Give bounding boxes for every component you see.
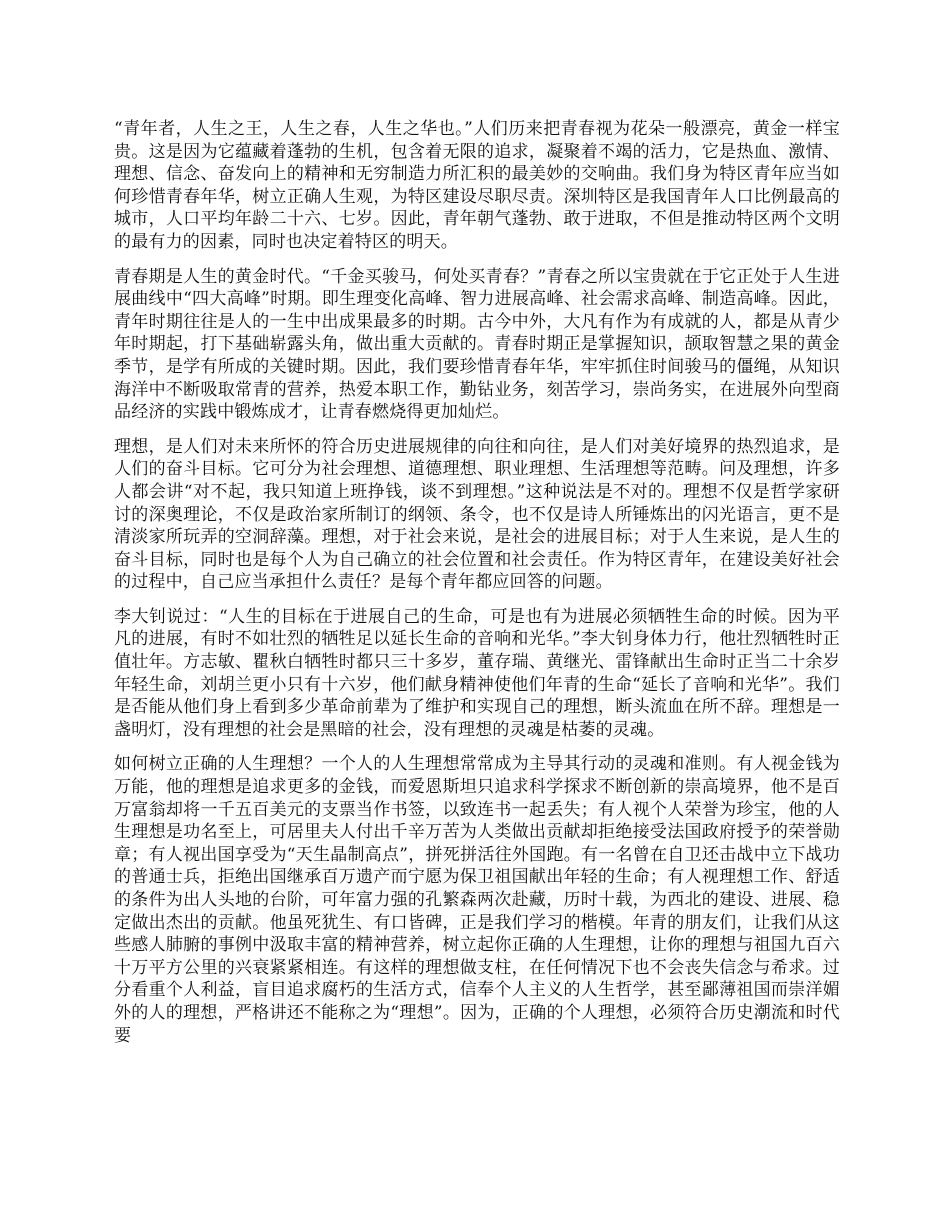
paragraph-youth-intro: “青年者，人生之王，人生之春，人生之华也。”人们历来把青春视为花朵一般漂亮，黄金一样宝贵。这是因为它蕴藏着蓬勃的生机，包含着无限的追求，凝聚着不竭的活力，它是热血、激情、理想、信念、奋发向上的精神和无穷制造力所汇积的最美妙的交响曲。我们身为特区青年应当如何珍惜青春年华，树立正确人生观，为特区建设尽职尽责。深圳特区是我国青年人口比例最高的城市，人口平均年龄二十六、七岁。因此，青年朝气蓬勃、敢于进取，不但是推动特区两个文明的最有力的因素，同时也决定着特区的明天。 xyxy=(114,119,840,252)
paragraph-li-dazhao: 李大钊说过：“人生的目标在于进展自己的生命，可是也有为进展必须牺牲生命的时候。因为平凡的进展，有时不如壮烈的牺牲足以延长生命的音响和光华。”李大钊身体力行，他壮烈牺牲时正值壮年。方志敏、瞿秋白牺牲时都只三十多岁，董存瑞、黄继光、雷锋献出生命时正当二十余岁年轻生命，刘胡兰更小只有十六岁，他们献身精神使他们年青的生命“延长了音响和光华”。我们是否能从他们身上看到多少革命前辈为了维护和实现自己的理想，断头流血在所不辞。理想是一盏明灯，没有理想的社会是黑暗的社会，没有理想的灵魂是枯萎的灵魂。 xyxy=(114,606,840,740)
paragraph-ideals: 理想，是人们对未来所怀的符合历史进展规律的向往和向往，是人们对美好境界的热烈追求，是人们的奋斗目标。它可分为社会理想、道德理想、职业理想、生活理想等范畴。问及理想，许多人都会讲“对不起，我只知道上班挣钱，谈不到理想。”这种说法是不对的。理想不仅是哲学家研讨的深奥理论，不仅是政治家所制订的纲领、条令，也不仅是诗人所锤炼出的闪光语言，更不是清淡家所玩弄的空洞辞藻。理想，对于社会来说，是社会的进展目标；对于人生来说，是人生的奋斗目标，同时也是每个人为自己确立的社会位置和社会责任。作为特区青年，在建设美好社会的过程中，自己应当承担什么责任？是每个青年都应回答的问题。 xyxy=(114,436,840,593)
paragraph-golden-age: 青春期是人生的黄金时代。“千金买骏马，何处买青春？”青春之所以宝贵就在于它正处于人生进展曲线中“四大高峰”时期。即生理变化高峰、智力进展高峰、社会需求高峰、制造高峰。因此，青年时期往往是人的一生中出成果最多的时期。古今中外，大凡有作为有成就的人，都是从青少年时期起，打下基础崭露头角，做出重大贡献的。青春时期正是掌握知识，颉取智慧之果的黄金季节，是学有所成的关键时期。因此，我们要珍惜青春年华，牢牢抓住时间骏马的僵绳，从知识海洋中不断吸取常青的营养，热爱本职工作，勤钻业务，刻苦学习，崇尚务实，在进展外向型商品经济的实践中锻炼成才，让青春燃烧得更加灿烂。 xyxy=(114,266,840,423)
document-page xyxy=(114,118,840,1059)
paragraph-correct-ideals: 如何树立正确的人生理想？一个人的人生理想常常成为主导其行动的灵魂和准则。有人视金钱为万能，他的理想是追求更多的金钱，而爱恩斯坦只追求科学探求不断创新的崇高境界，他不是百万富翁却将一千五百美元的支票当作书签，以致连书一起丢失；有人视个人荣誉为珍宝，他的人生理想是功名至上，可居里夫人付出千辛万苦为人类做出贡献却拒绝接受法国政府授予的荣誉勋章；有人视出国享受为“天生晶制高点”，拼死拼活往外国跑。有一名曾在自卫还击战中立下战功的普通士兵，拒绝出国继承百万遗产而宁愿为保卫祖国献出年轻的生命；有人视理想工作、舒适的条件为出人头地的台阶，可年富力强的孔繁森两次赴藏，历时十载，为西北的建设、进展、稳定做出杰出的贡献。他虽死犹生、有口皆碑，正是我们学习的楷模。年青的朋友们，让我们从这些感人肺腑的事例中汲取丰富的精神营养，树立起你正确的人生理想，让你的理想与祖国九百六十万平方公里的兴衰紧紧相连。有这样的理想做支柱，在任何情况下也不会丧失信念与希求。过分看重个人利益，盲目追求腐朽的生活方式，信奉个人主义的人生哲学，甚至鄙薄祖国而崇洋媚外的人的理想，严格讲还不能称之为“理想”。因为，正确的个人理想，必须符合历史潮流和时代要 xyxy=(114,754,840,1046)
